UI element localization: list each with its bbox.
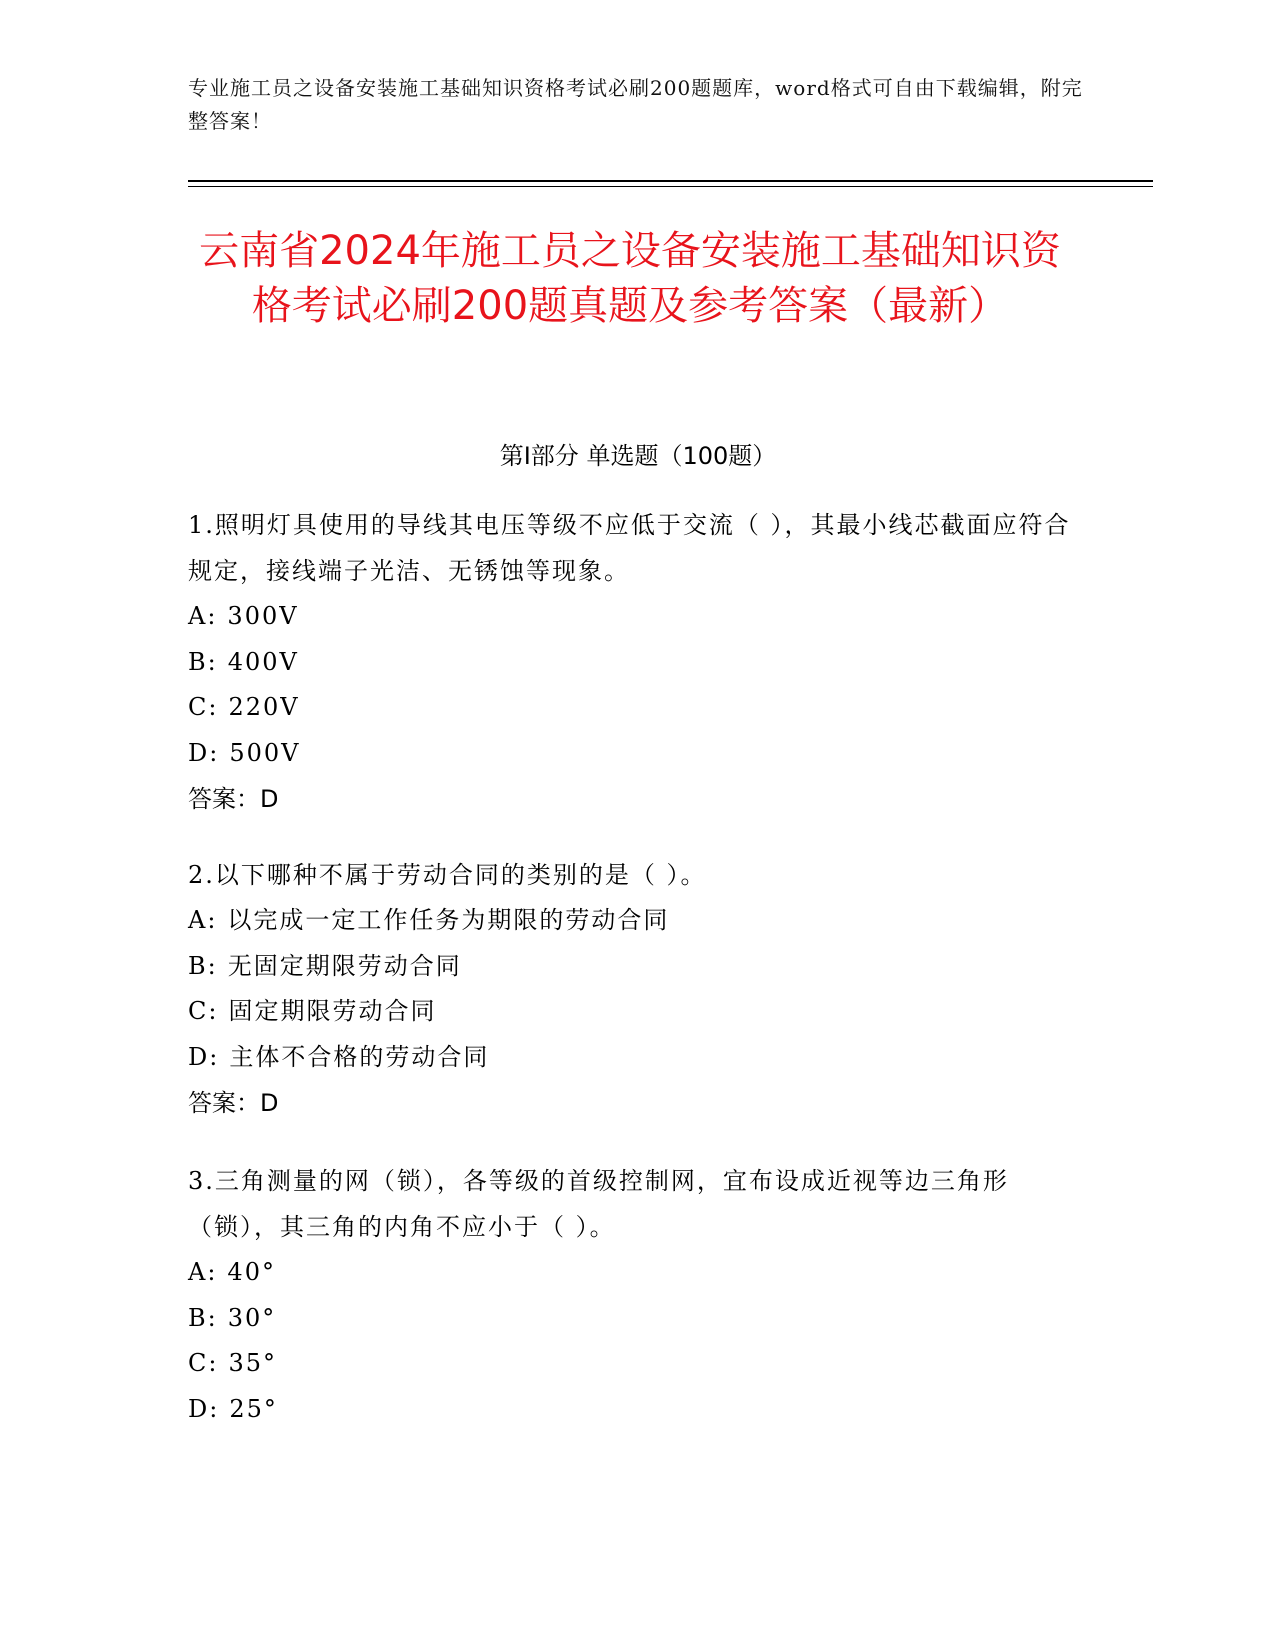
answer-line: 答案：D [188, 1089, 279, 1117]
option-b [188, 944, 1078, 990]
option-text: 无固定期限劳动合同 [227, 951, 462, 980]
option-a [188, 898, 1078, 944]
option-text: 500V [229, 738, 301, 767]
option-key: D: [188, 738, 220, 767]
option-c [188, 989, 1078, 1035]
option-d [188, 731, 1078, 777]
option-key: C: [188, 997, 219, 1025]
option-text: 40° [227, 1258, 276, 1286]
option-text: 400V [227, 647, 299, 676]
option-key: C: [188, 1349, 219, 1377]
option-key: C: [188, 693, 219, 721]
option-key: A: [188, 602, 218, 630]
option-key: B: [188, 1303, 218, 1332]
question-stem: 3.三角测量的网（锁），各等级的首级控制网，宜布设成近视等边三角形（锁），其三角的内角不应小于（ ）。 [188, 1167, 1009, 1241]
header-note: 专业施工员之设备安装施工基础知识资格考试必刷200题题库，word格式可自由下载编辑，附完整答案！ [188, 76, 1083, 133]
answer-line: 答案：D [188, 785, 279, 813]
section-title: 第I部分 单选题（100题） [499, 442, 777, 470]
question-1 [188, 502, 1078, 822]
option-key: B: [188, 951, 218, 980]
option-key: A: [188, 1258, 218, 1286]
option-b [188, 1296, 1078, 1342]
option-d [188, 1387, 1078, 1433]
option-text: 主体不合格的劳动合同 [229, 1042, 490, 1071]
option-text: 30° [227, 1303, 277, 1332]
option-c [188, 685, 1078, 731]
option-c [188, 1341, 1078, 1387]
option-text: 300V [227, 602, 299, 630]
question-stem: 1.照明灯具使用的导线其电压等级不应低于交流（ ），其最小线芯截面应符合规定，接线端子光洁、无锈蚀等现象。 [188, 511, 1071, 585]
option-text: 35° [228, 1349, 277, 1377]
option-a [188, 1250, 1078, 1296]
question-stem: 2.以下哪种不属于劳动合同的类别的是（ ）。 [188, 861, 707, 889]
option-text: 220V [228, 693, 300, 721]
option-b [188, 640, 1078, 686]
option-text: 以完成一定工作任务为期限的劳动合同 [227, 906, 670, 934]
question-3 [188, 1158, 1078, 1432]
document-title: 云南省2024年施工员之设备安装施工基础知识资格考试必刷200题真题及参考答案（最新） [199, 228, 1061, 329]
header-rule-thin [188, 186, 1153, 187]
option-text: 固定期限劳动合同 [228, 997, 437, 1025]
option-text: 25° [229, 1394, 278, 1423]
option-a [188, 594, 1078, 640]
question-2 [188, 852, 1078, 1126]
option-key: A: [188, 906, 218, 934]
option-key: D: [188, 1042, 220, 1071]
option-key: B: [188, 647, 218, 676]
option-d [188, 1035, 1078, 1081]
header-rule-thick [188, 180, 1153, 182]
option-key: D: [188, 1394, 220, 1423]
